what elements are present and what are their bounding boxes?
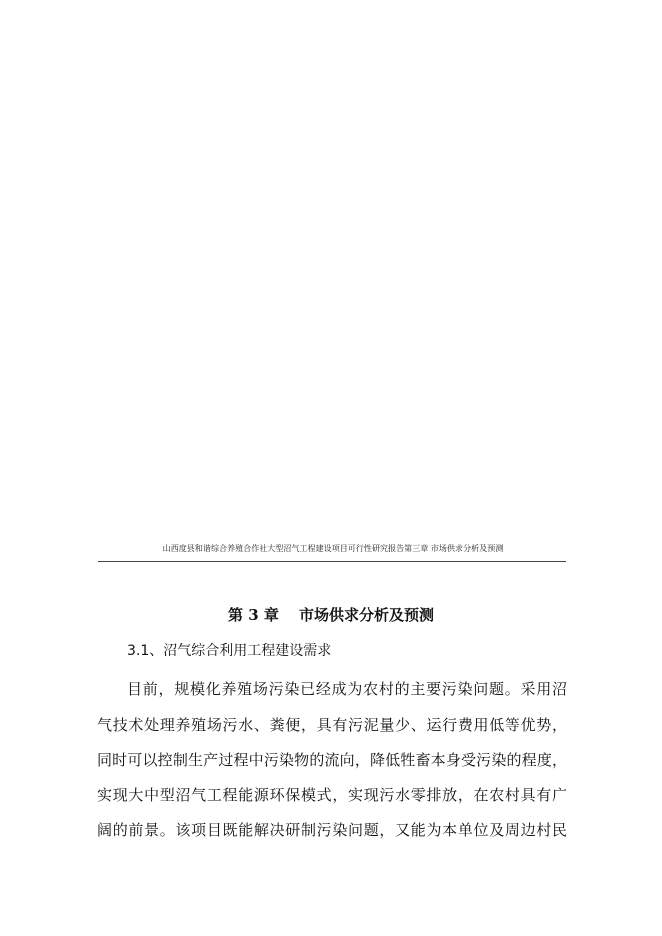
paragraph-line: 实现大中型沼气工程能源环保模式，实现污水零排放，在农村具有广 [97,786,567,804]
paragraph-line: 目前，规模化养殖场污染已经成为农村的主要污染问题。采用沼 [127,680,567,698]
section-heading: 3.1、沼气综合利用工程建设需求 [127,643,332,659]
paragraph-line: 气技术处理养殖场污水、粪便，具有污泥量少、运行费用低等优势， [97,716,567,734]
paragraph-line: 同时可以控制生产过程中污染物的流向，降低牲畜本身受污染的程度， [97,751,567,769]
chapter-name: 市场供求分析及预测 [298,606,434,624]
chapter-title [0,604,662,625]
header-rule [98,561,566,562]
running-header: 山西度县和谐综合养殖合作社大型沼气工程建设项目可行性研究报告第三章 市场供求分析及预测 [162,544,504,553]
paragraph-line: 阔的前景。该项目既能解决研制污染问题，又能为本单位及周边村民 [97,821,567,839]
chapter-number: 第 3 章 [228,606,279,624]
